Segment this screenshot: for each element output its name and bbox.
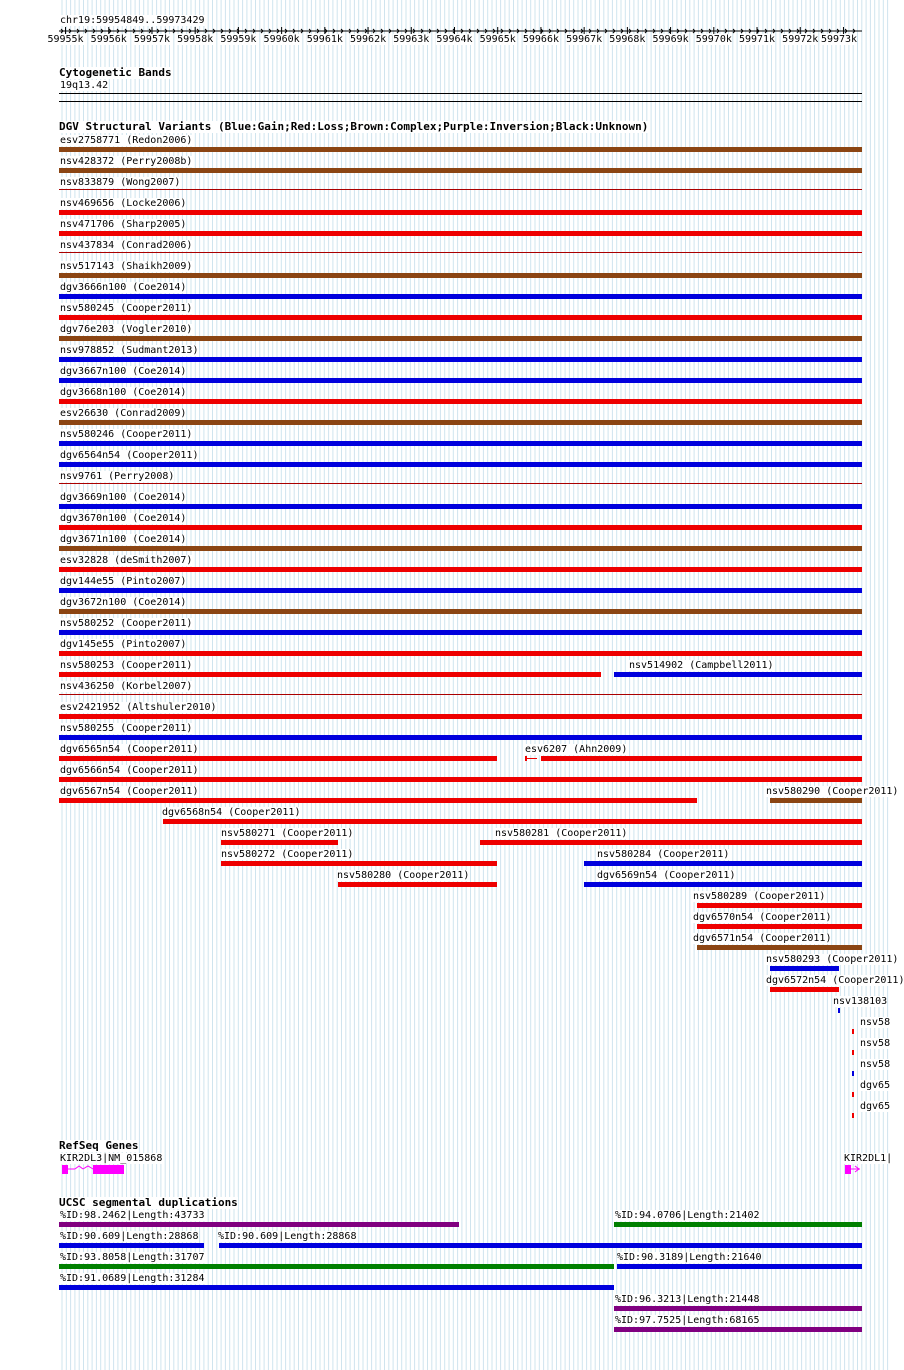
- dgv-variant-label[interactable]: dgv6569n54 (Cooper2011): [597, 870, 736, 881]
- dgv-variant-bar[interactable]: [59, 672, 601, 677]
- segdup-bar[interactable]: [59, 1243, 204, 1248]
- dgv-variant-bar[interactable]: [59, 504, 862, 509]
- dgv-variant-bar[interactable]: [59, 694, 862, 695]
- dgv-variant-label[interactable]: nsv437834 (Conrad2006): [60, 240, 193, 251]
- segdup-label[interactable]: %ID:94.0706|Length:21402: [615, 1210, 760, 1221]
- dgv-variant-label[interactable]: dgv6572n54 (Cooper2011): [766, 975, 904, 986]
- segdup-bar[interactable]: [614, 1306, 862, 1311]
- dgv-variant-bar[interactable]: [59, 336, 862, 341]
- dgv-variant-label[interactable]: nsv517143 (Shaikh2009): [60, 261, 193, 272]
- dgv-variant-label[interactable]: nsv9761 (Perry2008): [60, 471, 175, 482]
- segdup-bar[interactable]: [219, 1243, 862, 1248]
- dgv-variant-bar[interactable]: [770, 966, 839, 971]
- dgv-variant-bar[interactable]: [59, 588, 862, 593]
- dgv-variant-label[interactable]: dgv3666n100 (Coe2014): [60, 282, 187, 293]
- dgv-variant-bar[interactable]: [59, 756, 497, 761]
- dgv-variant-bar[interactable]: [59, 294, 862, 299]
- position-label: chr19:59954849..59973429: [60, 15, 205, 26]
- dgv-variant-bar[interactable]: [852, 1113, 854, 1118]
- dgv-variant-label[interactable]: esv6207 (Ahn2009): [525, 744, 628, 755]
- dgv-variant-bar[interactable]: [584, 882, 862, 887]
- dgv-variant-bar[interactable]: [59, 231, 862, 236]
- dgv-variant-label[interactable]: nsv580293 (Cooper2011): [766, 954, 899, 965]
- segdup-bar[interactable]: [59, 1222, 459, 1227]
- dgv-variant-bar[interactable]: [697, 903, 862, 908]
- ruler-tick-label: 59968k: [609, 34, 646, 45]
- dgv-variant-bar[interactable]: [59, 546, 862, 551]
- ruler-tick-label: 59973k: [820, 34, 858, 45]
- dgv-variant-bar[interactable]: [480, 840, 862, 845]
- segdup-label[interactable]: %ID:98.2462|Length:43733: [60, 1210, 205, 1221]
- dgv-variant-label[interactable]: nsv580281 (Cooper2011): [495, 828, 628, 839]
- dgv-variant-bar[interactable]: [770, 987, 839, 992]
- dgv-variant-label[interactable]: dgv65: [860, 1101, 891, 1112]
- dgv-variant-label[interactable]: nsv469656 (Locke2006): [60, 198, 187, 209]
- dgv-variant-bar[interactable]: [59, 483, 862, 484]
- cytobands-track-title[interactable]: Cytogenetic Bands: [59, 66, 172, 79]
- dgv-variant-label[interactable]: esv26630 (Conrad2009): [60, 408, 187, 419]
- dgv-variant-label[interactable]: nsv58: [860, 1017, 891, 1028]
- segdup-track-title[interactable]: UCSC segmental duplications: [59, 1196, 238, 1209]
- dgv-variant-bar[interactable]: [59, 168, 862, 173]
- dgv-variant-bar[interactable]: [59, 357, 862, 362]
- gene-exon: [93, 1165, 124, 1174]
- dgv-variant-bar[interactable]: [852, 1092, 854, 1097]
- dgv-variant-label[interactable]: nsv580255 (Cooper2011): [60, 723, 193, 734]
- gene-exon: [62, 1165, 68, 1174]
- dgv-variant-bar[interactable]: [59, 420, 862, 425]
- dgv-variant-label[interactable]: dgv3671n100 (Coe2014): [60, 534, 187, 545]
- dgv-variant-bar[interactable]: [614, 672, 862, 677]
- dgv-variant-label[interactable]: dgv65: [860, 1080, 891, 1091]
- segdup-label[interactable]: %ID:91.0689|Length:31284: [60, 1273, 205, 1284]
- segdup-label[interactable]: %ID:93.8058|Length:31707: [60, 1252, 205, 1263]
- dgv-variant-label[interactable]: dgv3667n100 (Coe2014): [60, 366, 187, 377]
- dgv-variant-bar[interactable]: [59, 189, 862, 190]
- dgv-variant-label[interactable]: nsv580245 (Cooper2011): [60, 303, 193, 314]
- ruler-tick-label: 59958k: [177, 34, 214, 45]
- dgv-variant-bar[interactable]: [59, 567, 862, 572]
- dgv-variant-label[interactable]: esv32828 (deSmith2007): [60, 555, 193, 566]
- dgv-variant-label[interactable]: nsv833879 (Wong2007): [60, 177, 181, 188]
- dgv-variant-label[interactable]: dgv3668n100 (Coe2014): [60, 387, 187, 398]
- ruler-tick-label: 59964k: [436, 34, 473, 45]
- dgv-variant-label[interactable]: nsv580290 (Cooper2011): [766, 786, 899, 797]
- dgv-variant-label[interactable]: dgv76e203 (Vogler2010): [60, 324, 193, 335]
- segdup-bar[interactable]: [614, 1327, 862, 1332]
- dgv-variant-label[interactable]: dgv6568n54 (Cooper2011): [162, 807, 301, 818]
- dgv-variant-bar[interactable]: [59, 378, 862, 383]
- dgv-variant-bar[interactable]: [221, 861, 497, 866]
- dgv-variant-bar[interactable]: [697, 924, 862, 929]
- dgv-variant-bar[interactable]: [59, 525, 862, 530]
- dgv-variant-label[interactable]: dgv3669n100 (Coe2014): [60, 492, 187, 503]
- dgv-variant-bar[interactable]: [59, 735, 862, 740]
- dgv-track-title[interactable]: DGV Structural Variants (Blue:Gain;Red:Loss;Brown:Complex;Purple:Inversion;Black:Unknown): [59, 120, 649, 133]
- segdup-label[interactable]: %ID:90.609|Length:28868: [218, 1231, 357, 1242]
- segdup-bar[interactable]: [59, 1264, 614, 1269]
- ruler-tick-label: 59967k: [566, 34, 603, 45]
- segdup-bar[interactable]: [59, 1285, 614, 1290]
- dgv-variant-bar[interactable]: [852, 1050, 854, 1055]
- gene-label[interactable]: KIR2DL1|: [844, 1153, 893, 1164]
- dgv-variant-bar[interactable]: [59, 630, 862, 635]
- dgv-variant-label[interactable]: esv2758771 (Redon2006): [60, 135, 193, 146]
- dgv-variant-bar[interactable]: [59, 315, 862, 320]
- dgv-variant-label[interactable]: nsv978852 (Sudmant2013): [60, 345, 199, 356]
- segdup-label[interactable]: %ID:96.3213|Length:21448: [615, 1294, 760, 1305]
- dgv-variant-bar[interactable]: [59, 147, 862, 152]
- gene-exon: [845, 1165, 851, 1174]
- dgv-variant-label[interactable]: dgv6565n54 (Cooper2011): [60, 744, 199, 755]
- ruler-tick-label: 59963k: [393, 34, 430, 45]
- dgv-variant-bar[interactable]: [59, 651, 862, 656]
- dgv-variant-label[interactable]: nsv580272 (Cooper2011): [221, 849, 354, 860]
- dgv-variant-bar[interactable]: [770, 798, 862, 803]
- gene-label[interactable]: KIR2DL3|NM_015868: [60, 1153, 163, 1164]
- dgv-variant-bar[interactable]: [59, 777, 862, 782]
- ruler-tick-label: 59960k: [263, 34, 300, 45]
- dgv-variant-label[interactable]: nsv580246 (Cooper2011): [60, 429, 193, 440]
- dgv-variant-label[interactable]: dgv6570n54 (Cooper2011): [693, 912, 832, 923]
- dgv-variant-label[interactable]: dgv3670n100 (Coe2014): [60, 513, 187, 524]
- dgv-variant-label[interactable]: nsv436250 (Korbel2007): [60, 681, 193, 692]
- dgv-variant-bar[interactable]: [163, 819, 862, 824]
- ruler-tick-label: 59966k: [522, 34, 559, 45]
- dgv-variant-label[interactable]: dgv145e55 (Pinto2007): [60, 639, 187, 650]
- dgv-variant-segment[interactable]: [525, 756, 537, 761]
- ruler-tick-label: 59970k: [695, 34, 732, 45]
- dgv-variant-label[interactable]: nsv580271 (Cooper2011): [221, 828, 354, 839]
- dgv-variant-label[interactable]: nsv580280 (Cooper2011): [337, 870, 470, 881]
- dgv-variant-bar[interactable]: [59, 462, 862, 467]
- ruler-tick-label: 59962k: [349, 34, 387, 45]
- dgv-variant-bar[interactable]: [59, 399, 862, 404]
- dgv-variant-label[interactable]: dgv6564n54 (Cooper2011): [60, 450, 199, 461]
- dgv-variant-label[interactable]: nsv580253 (Cooper2011): [60, 660, 193, 671]
- dgv-variant-label[interactable]: esv2421952 (Altshuler2010): [60, 702, 217, 713]
- dgv-variant-bar[interactable]: [338, 882, 497, 887]
- ruler-tick-label: 59971k: [738, 34, 776, 45]
- ruler-tick-label: 59969k: [652, 34, 689, 45]
- dgv-variant-label[interactable]: nsv471706 (Sharp2005): [60, 219, 187, 230]
- dgv-variant-bar[interactable]: [852, 1029, 854, 1034]
- dgv-variant-label[interactable]: dgv6566n54 (Cooper2011): [60, 765, 199, 776]
- dgv-variant-label[interactable]: nsv58: [860, 1038, 891, 1049]
- dgv-variant-label[interactable]: nsv428372 (Perry2008b): [60, 156, 193, 167]
- dgv-variant-bar[interactable]: [59, 210, 862, 215]
- dgv-variant-label[interactable]: nsv580252 (Cooper2011): [60, 618, 193, 629]
- dgv-variant-label[interactable]: nsv580284 (Cooper2011): [597, 849, 730, 860]
- gene-intron: [83, 1166, 93, 1169]
- dgv-variant-label[interactable]: nsv138103: [833, 996, 888, 1007]
- ruler-tick-label: 59957k: [133, 34, 171, 45]
- dgv-variant-bar[interactable]: [59, 273, 862, 278]
- track-divider: [59, 101, 862, 102]
- dgv-variant-bar[interactable]: [59, 252, 862, 253]
- dgv-variant-bar[interactable]: [584, 861, 862, 866]
- cytoband-label[interactable]: 19q13.42: [60, 80, 109, 91]
- dgv-variant-label[interactable]: nsv58: [860, 1059, 891, 1070]
- gene-intron: [75, 1166, 83, 1169]
- dgv-variant-label[interactable]: nsv514902 (Campbell2011): [629, 660, 774, 671]
- gene-model-kir2dl1[interactable]: [844, 1163, 864, 1177]
- dgv-variant-label[interactable]: dgv3672n100 (Coe2014): [60, 597, 187, 608]
- ruler-tick-label: 59972k: [782, 34, 819, 45]
- dgv-variant-label[interactable]: dgv6567n54 (Cooper2011): [60, 786, 199, 797]
- dgv-variant-bar[interactable]: [697, 945, 862, 950]
- segdup-bar[interactable]: [614, 1222, 862, 1227]
- ruler-tick-label: 59956k: [90, 34, 127, 45]
- segdup-label[interactable]: %ID:90.609|Length:28868: [60, 1231, 199, 1242]
- dgv-variant-label[interactable]: nsv580289 (Cooper2011): [693, 891, 826, 902]
- dgv-variant-bar[interactable]: [541, 756, 862, 761]
- gene-model-kir2dl3[interactable]: [59, 1163, 129, 1177]
- dgv-variant-bar[interactable]: [221, 840, 338, 845]
- ruler-tick-label: 59961k: [306, 34, 343, 45]
- dgv-variant-bar[interactable]: [59, 714, 862, 719]
- dgv-variant-bar[interactable]: [59, 798, 697, 803]
- dgv-variant-label[interactable]: dgv144e55 (Pinto2007): [60, 576, 187, 587]
- dgv-variant-bar[interactable]: [838, 1008, 840, 1013]
- cytoband-line: [59, 93, 862, 94]
- segdup-label[interactable]: %ID:97.7525|Length:68165: [615, 1315, 760, 1326]
- segdup-label[interactable]: %ID:90.3189|Length:21640: [617, 1252, 762, 1263]
- dgv-variant-bar[interactable]: [852, 1071, 854, 1076]
- dgv-variant-bar[interactable]: [59, 441, 862, 446]
- dgv-variant-bar[interactable]: [59, 609, 862, 614]
- ruler-tick-label: 59955k: [47, 34, 84, 45]
- refseq-track-title[interactable]: RefSeq Genes: [59, 1139, 139, 1152]
- segdup-bar[interactable]: [617, 1264, 862, 1269]
- ruler-tick-label: 59959k: [220, 34, 257, 45]
- ruler-tick-label: 59965k: [479, 34, 516, 45]
- dgv-variant-label[interactable]: dgv6571n54 (Cooper2011): [693, 933, 832, 944]
